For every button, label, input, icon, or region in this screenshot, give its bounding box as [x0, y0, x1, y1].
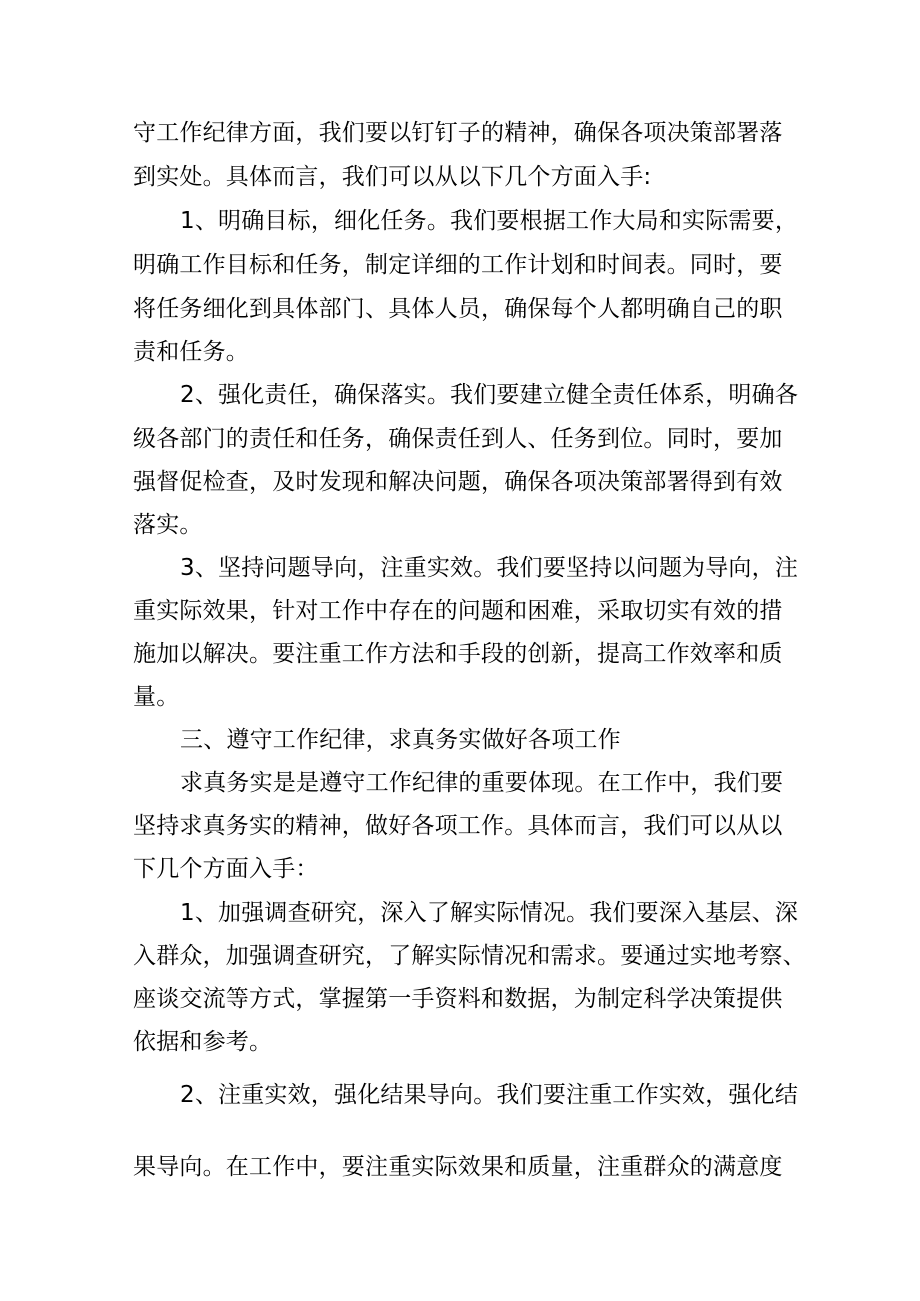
- text-line: 入群众，加强调查研究，了解实际情况和需求。要通过实地考察、: [133, 943, 806, 969]
- text-line: 2、强化责任，确保落实。我们要建立健全责任体系，明确各: [180, 382, 799, 408]
- text-line: 落实。: [133, 512, 203, 538]
- text-line: 重实际效果，针对工作中存在的问题和困难，采取切实有效的措: [133, 598, 783, 624]
- text-line: 明确工作目标和任务，制定详细的工作计划和时间表。同时，要: [133, 252, 783, 278]
- text-line: 座谈交流等方式，掌握第一手资料和数据，为制定科学决策提供: [133, 986, 783, 1012]
- text-line: 施加以解决。要注重工作方法和手段的创新，提高工作效率和质: [133, 641, 783, 667]
- text-line: 1、明确目标，细化任务。我们要根据工作大局和实际需要，: [180, 208, 799, 234]
- text-line: 3、坚持问题导向，注重实效。我们要坚持以问题为导向，注: [180, 555, 799, 581]
- text-line: 级各部门的责任和任务，确保责任到人、任务到位。同时，要加: [133, 426, 783, 452]
- text-line: 量。: [133, 684, 180, 710]
- text-line: 下几个方面入手：: [133, 856, 319, 882]
- text-line: 到实处。具体而言，我们可以从以下几个方面入手:: [133, 164, 652, 190]
- text-line: 1、加强调查研究，深入了解实际情况。我们要深入基层、深: [180, 900, 799, 926]
- text-line: 守工作纪律方面，我们要以钉钉子的精神，确保各项决策部署落: [133, 120, 783, 146]
- text-line: 果导向。在工作中，要注重实际效果和质量，注重群众的满意度: [133, 1154, 783, 1180]
- text-line: 坚持求真务实的精神，做好各项工作。具体而言，我们可以从以: [133, 813, 783, 839]
- text-line: 责和任务。: [133, 339, 249, 365]
- text-line: 强督促检查，及时发现和解决问题，确保各项决策部署得到有效: [133, 469, 783, 495]
- section-heading: 三、遵守工作纪律，求真务实做好各项工作: [180, 727, 621, 753]
- text-line: 2、注重实效，强化结果导向。我们要注重工作实效，强化结: [180, 1082, 799, 1108]
- text-line: 依据和参考。: [133, 1029, 273, 1055]
- text-line: 求真务实是是遵守工作纪律的重要体现。在工作中，我们要: [180, 770, 784, 796]
- text-line: 将任务细化到具体部门、具体人员，确保每个人都明确自己的职: [133, 296, 783, 322]
